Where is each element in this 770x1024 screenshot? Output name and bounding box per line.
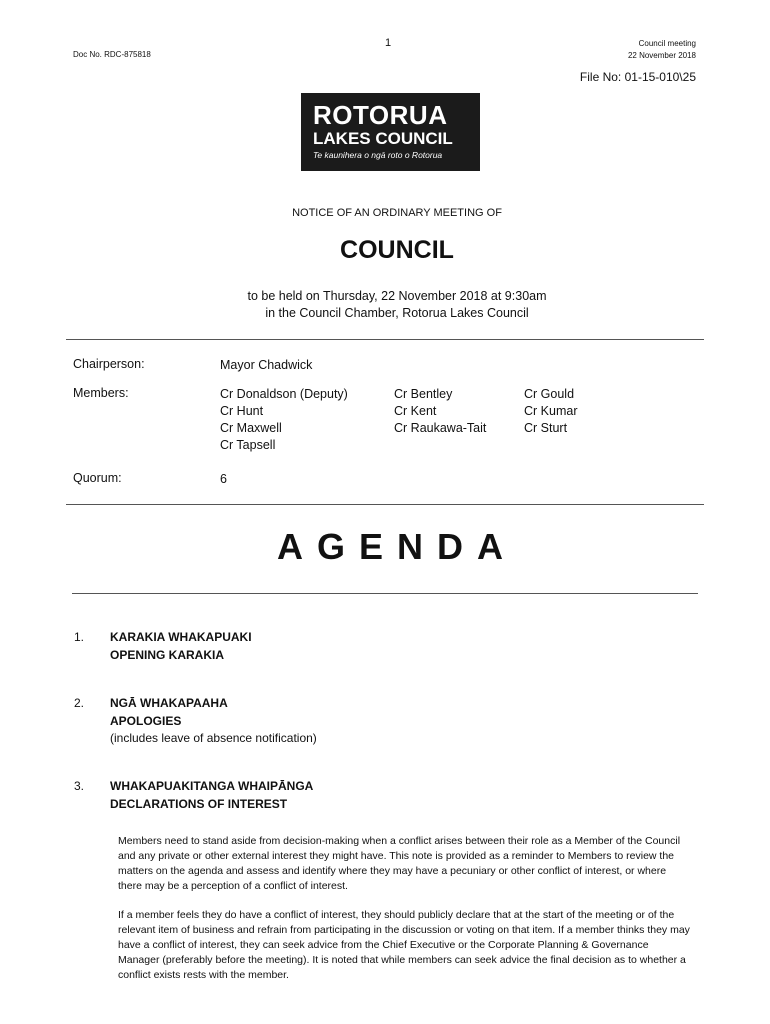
member-name: Cr Hunt	[220, 404, 264, 418]
quorum-label: Quorum:	[73, 471, 122, 485]
member-name: Cr Kumar	[524, 404, 578, 418]
item-title-maori: WHAKAPUAKITANGA WHAIPĀNGA	[110, 779, 314, 793]
members-column-2	[394, 386, 486, 437]
divider	[66, 504, 704, 505]
item-note: (includes leave of absence notification)	[110, 731, 317, 745]
logo-line-1: ROTORUA	[313, 100, 448, 130]
item-title-english: OPENING KARAKIA	[110, 647, 225, 662]
meeting-label: Council meeting	[638, 39, 696, 48]
member-name: Cr Bentley	[394, 387, 453, 401]
doc-number: Doc No. RDC-875818	[73, 50, 151, 59]
meeting-date: 22 November 2018	[627, 51, 696, 60]
meeting-datetime: to be held on Thursday, 22 November 2018 at 9:30am	[247, 289, 547, 303]
agenda-item-2	[110, 695, 317, 748]
meeting-details	[0, 288, 770, 322]
quorum-value: 6	[220, 472, 227, 486]
members-column-3	[524, 386, 577, 437]
members-label: Members:	[73, 386, 129, 400]
page-number: 1	[384, 37, 392, 49]
member-name: Cr Sturt	[524, 421, 568, 435]
conflict-declaration-paragraph: If a member feels they do have a conflict of interest, they should publicly declare that at the start of the meeting or of the relevant item of business and refrain from participating in the discussion or voting on that item. If a member thinks they may have a conflict of interest, they can seek advice from the Chief Executive or the Corporate Planning & Governance Manager (preferably before the meeting). It is noted that while members can seek advice the final decision as to whether a conflict exists rests with the member.	[118, 909, 690, 981]
item-title-english: DECLARATIONS OF INTEREST	[110, 796, 288, 811]
council-title: COUNCIL	[340, 236, 454, 264]
item-title-english: APOLOGIES	[110, 713, 182, 728]
item-number: 2.	[74, 696, 85, 710]
member-name: Cr Gould	[524, 387, 575, 401]
member-name: Cr Maxwell	[220, 421, 282, 435]
chairperson-value: Mayor Chadwick	[220, 358, 313, 372]
item-title-maori: NGĀ WHAKAPAAHA	[110, 696, 228, 710]
agenda-title: AGENDA	[276, 526, 517, 567]
item-number: 1.	[74, 630, 85, 644]
member-name: Cr Kent	[394, 404, 437, 418]
item-title-maori: KARAKIA WHAKAPUAKI	[110, 630, 252, 644]
council-logo	[301, 93, 480, 171]
divider	[72, 593, 698, 594]
meeting-header	[628, 38, 696, 62]
divider	[66, 339, 704, 340]
item-number: 3.	[74, 779, 85, 793]
file-number: File No: 01-15-010\25	[579, 70, 696, 84]
meeting-venue: in the Council Chamber, Rotorua Lakes Council	[265, 306, 529, 320]
member-name: Cr Tapsell	[220, 438, 276, 452]
member-name: Cr Donaldson (Deputy)	[220, 387, 348, 401]
agenda-item-1	[110, 629, 252, 664]
chairperson-label: Chairperson:	[73, 357, 145, 371]
conflict-note-paragraph: Members need to stand aside from decision-making when a conflict arises between their role as a Member of the Council and any private or other external interest they might have. This note is provided as a reminder to Members to review the matters on the agenda and assess and identify where they may have a pecuniary or other conflict of interest, or where there may be a perception of a conflict of interest.	[118, 835, 681, 892]
member-name: Cr Raukawa-Tait	[394, 421, 487, 435]
meeting-notice: NOTICE OF AN ORDINARY MEETING OF	[292, 207, 502, 219]
members-column-1	[220, 386, 348, 454]
logo-tagline: Te kaunihera o ngā roto o Rotorua	[313, 150, 443, 160]
agenda-item-3	[110, 778, 313, 813]
logo-line-2: LAKES COUNCIL	[313, 129, 453, 148]
